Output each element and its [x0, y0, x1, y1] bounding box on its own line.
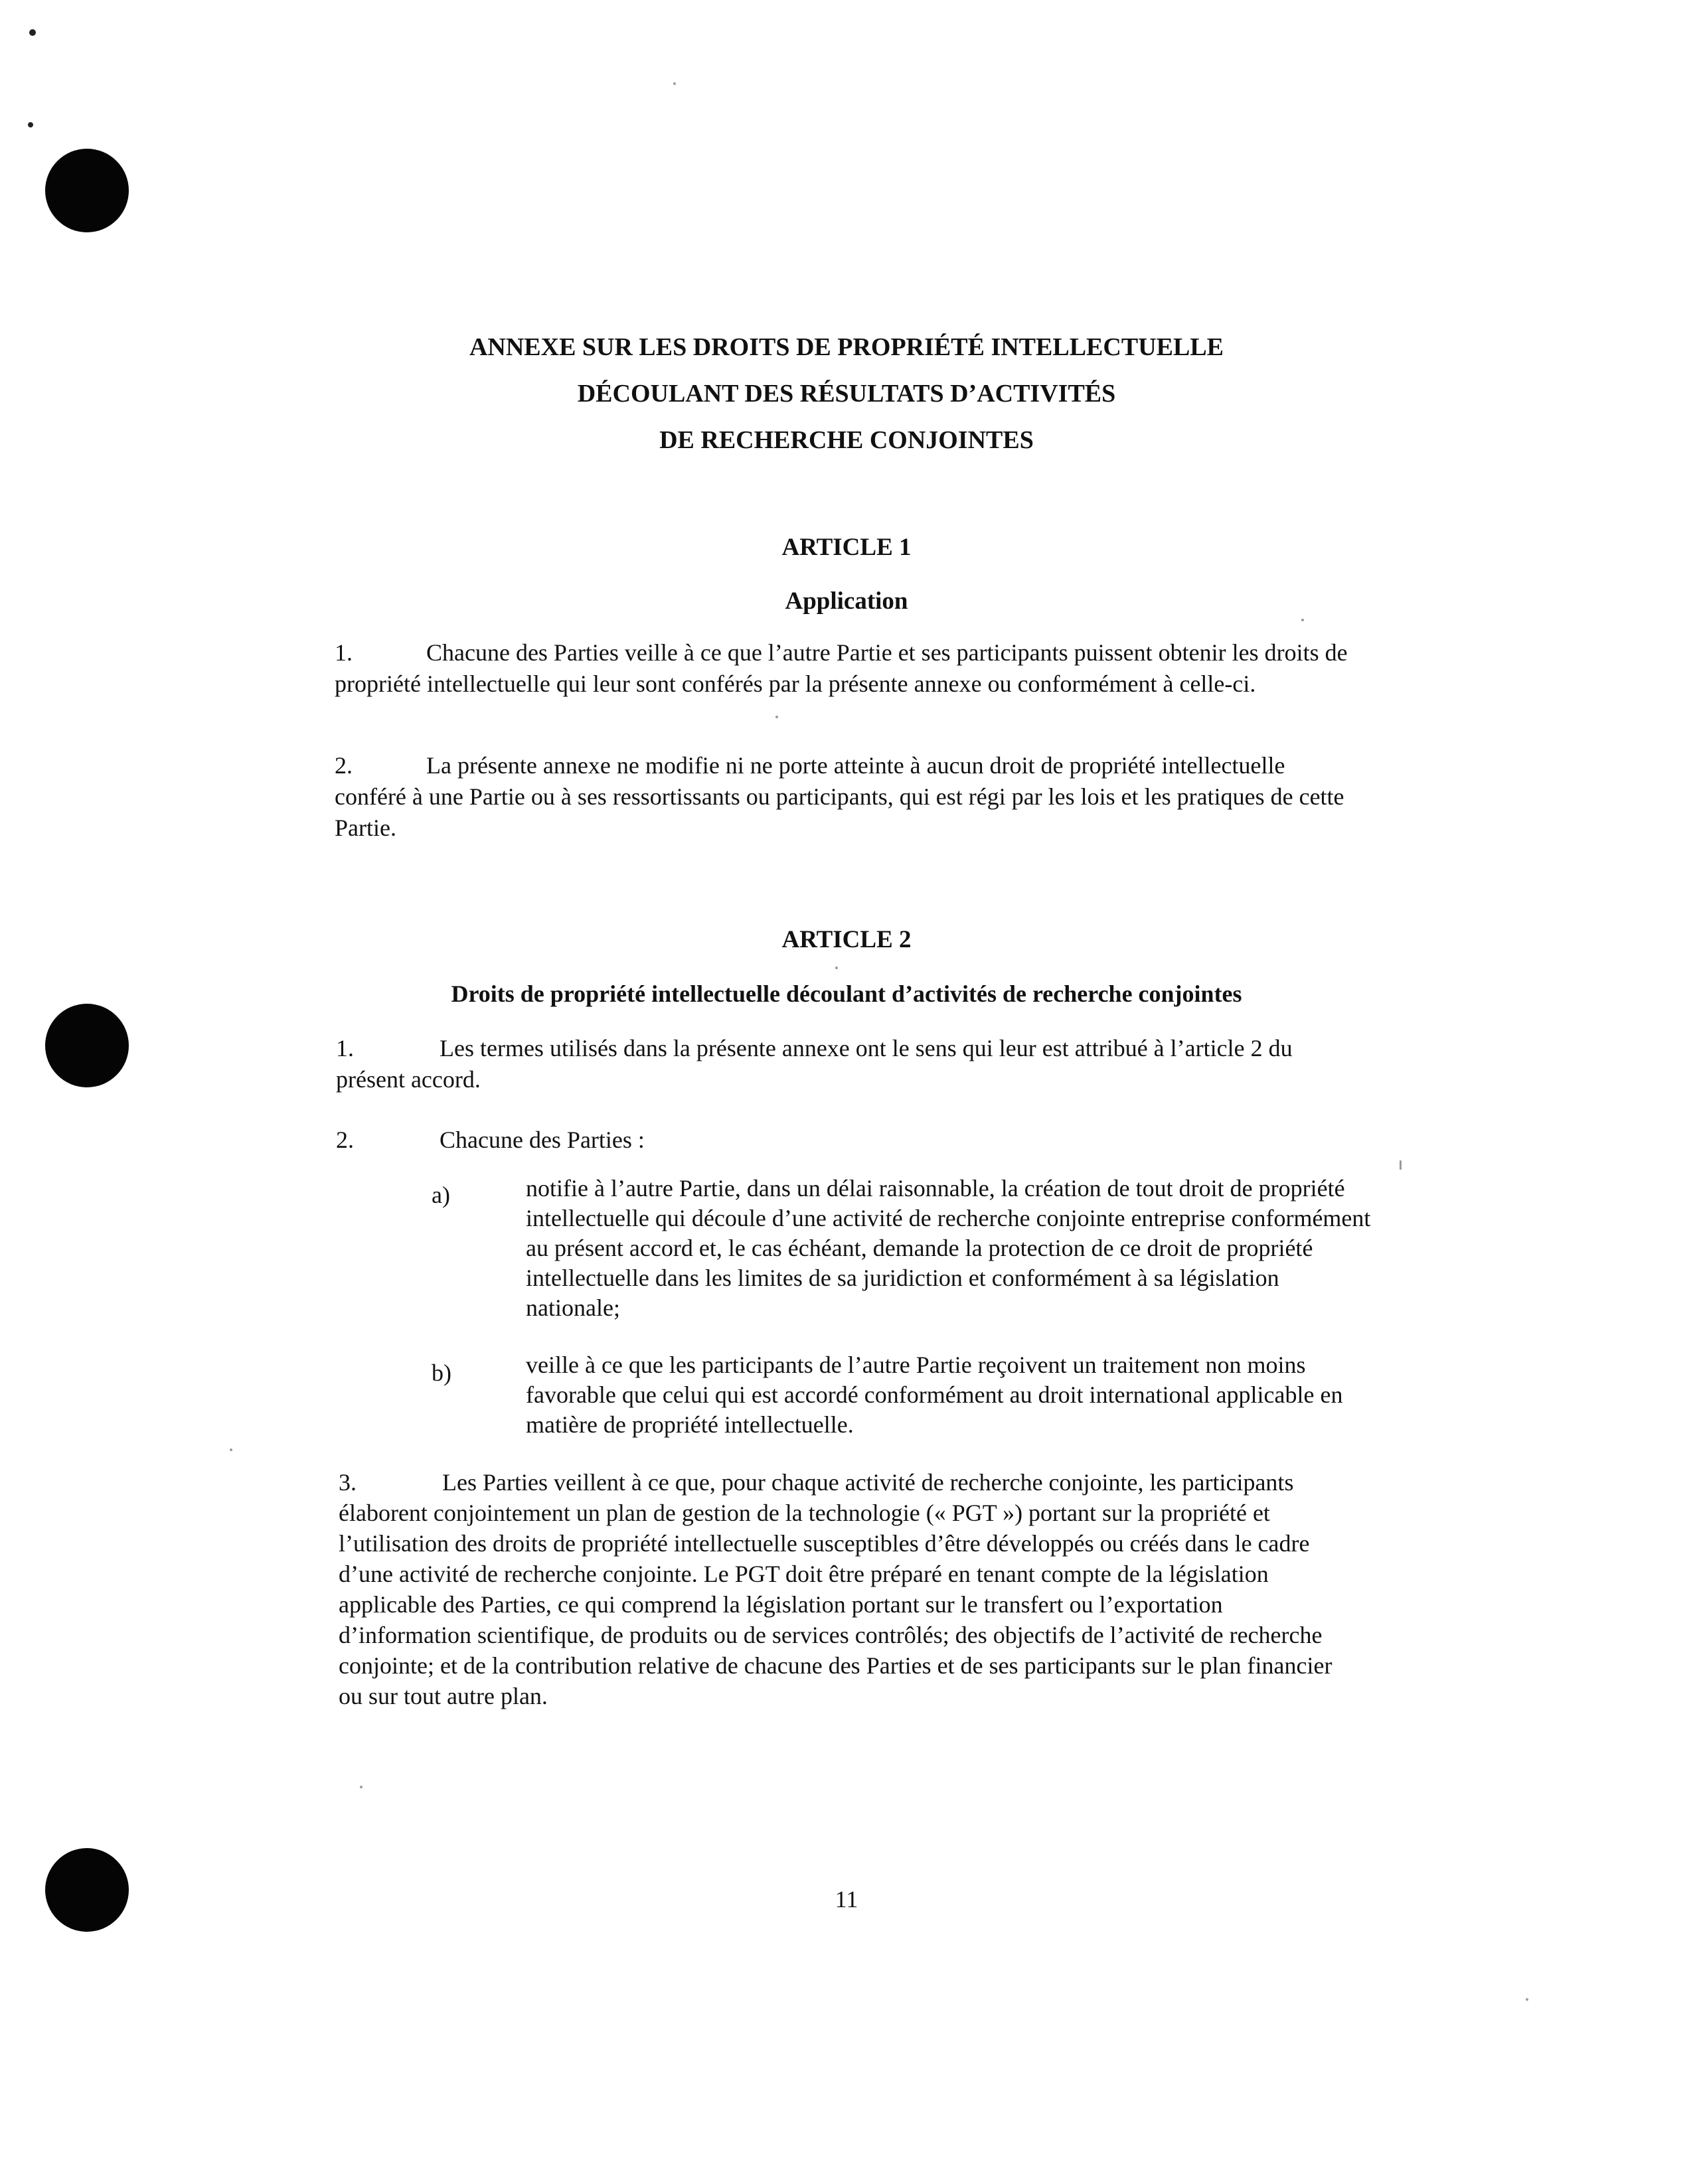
punch-hole-top [45, 149, 129, 232]
item-letter: a) [432, 1182, 450, 1208]
article-2-paragraph-2 [336, 1125, 1358, 1156]
scan-dot [1301, 619, 1304, 621]
item-text: veille à ce que les participants de l’autre Partie reçoivent un traitement non moins favorable que celui qui est accordé conformément au droit international applicable en matière de propriété intellectuelle. [526, 1352, 1343, 1438]
article-2-subheading: Droits de propriété intellectuelle découlant d’activités de recherche conjointes [451, 980, 1242, 1007]
scan-dot [835, 967, 838, 969]
paragraph-text: Les Parties veillent à ce que, pour chaque activité de recherche conjointe, les participants élaborent conjointement un plan de gestion de la technologie (« PGT ») portant sur la propriété et l’utilisation des droits de propriété intellectuelle susceptibles d’être développés ou créés dans le cadre d’une activité de recherche conjointe. Le PGT doit être préparé en tenant compte de la législation applicable des Parties, ce qui comprend la législation portant sur le transfert ou l’exportation d’information scientifique, de produits ou de services contrôlés; des objectifs de l’activité de recherche conjointe; et de la contribution relative de chacune des Parties et de ses participants sur le plan financier ou sur tout autre plan. [339, 1469, 1332, 1709]
article-1-subheading: Application [785, 587, 908, 615]
scan-dot [230, 1448, 232, 1451]
paragraph-number: 2. [335, 752, 353, 779]
scan-speck [29, 29, 36, 36]
paragraph-number: 1. [335, 639, 353, 666]
scan-dot [360, 1786, 363, 1788]
title-line-1: ANNEXE SUR LES DROITS DE PROPRIÉTÉ INTELLECTUELLE [469, 333, 1224, 361]
paragraph-text: Chacune des Parties veille à ce que l’autre Partie et ses participants puissent obtenir les droits de propriété intellectuelle qui leur sont conférés par la présente annexe ou conformément à celle-ci. [335, 639, 1348, 697]
scan-speck [28, 122, 33, 127]
article-2-heading: ARTICLE 2 [781, 926, 912, 953]
paragraph-number: 3. [339, 1469, 357, 1496]
article-1-heading: ARTICLE 1 [781, 534, 912, 561]
article-2-paragraph-1 [336, 1033, 1358, 1095]
title-line-2: DÉCOULANT DES RÉSULTATS D’ACTIVITÉS [577, 380, 1116, 408]
scan-dot [1526, 1998, 1528, 2001]
article-1-paragraph-2 [335, 750, 1357, 844]
paragraph-text: Chacune des Parties : [440, 1127, 645, 1153]
scan-dot [673, 82, 676, 85]
article-2-item-b [432, 1350, 1388, 1450]
item-letter: b) [432, 1360, 451, 1386]
scan-dot [1400, 1160, 1402, 1170]
paragraph-text: Les termes utilisés dans la présente annexe ont le sens qui leur est attribué à l’article 2 du présent accord. [336, 1035, 1293, 1093]
document-title [0, 324, 1693, 463]
paragraph-text: La présente annexe ne modifie ni ne porte atteinte à aucun droit de propriété intellectuelle conféré à une Partie ou à ses ressortissants ou participants, qui est régi par les lois et les pratiques de cette Partie. [335, 752, 1344, 841]
article-2-paragraph-3 [339, 1467, 1361, 1711]
page-number: 11 [835, 1886, 858, 1912]
punch-hole-middle [45, 1004, 129, 1087]
title-line-3: DE RECHERCHE CONJOINTES [659, 426, 1034, 454]
item-text: notifie à l’autre Partie, dans un délai raisonnable, la création de tout droit de propriété intellectuelle qui découle d’une activité de recherche conjointe entreprise conformément au présent accord et, le cas échéant, demande la protection de ce droit de propriété intellectuelle dans les limites de sa juridiction et conformément à sa législation nationale; [526, 1175, 1371, 1321]
scan-dot [775, 716, 778, 718]
article-2-item-a [432, 1174, 1388, 1333]
paragraph-number: 1. [336, 1035, 354, 1061]
paragraph-number: 2. [336, 1127, 354, 1153]
article-1-paragraph-1 [335, 637, 1357, 700]
